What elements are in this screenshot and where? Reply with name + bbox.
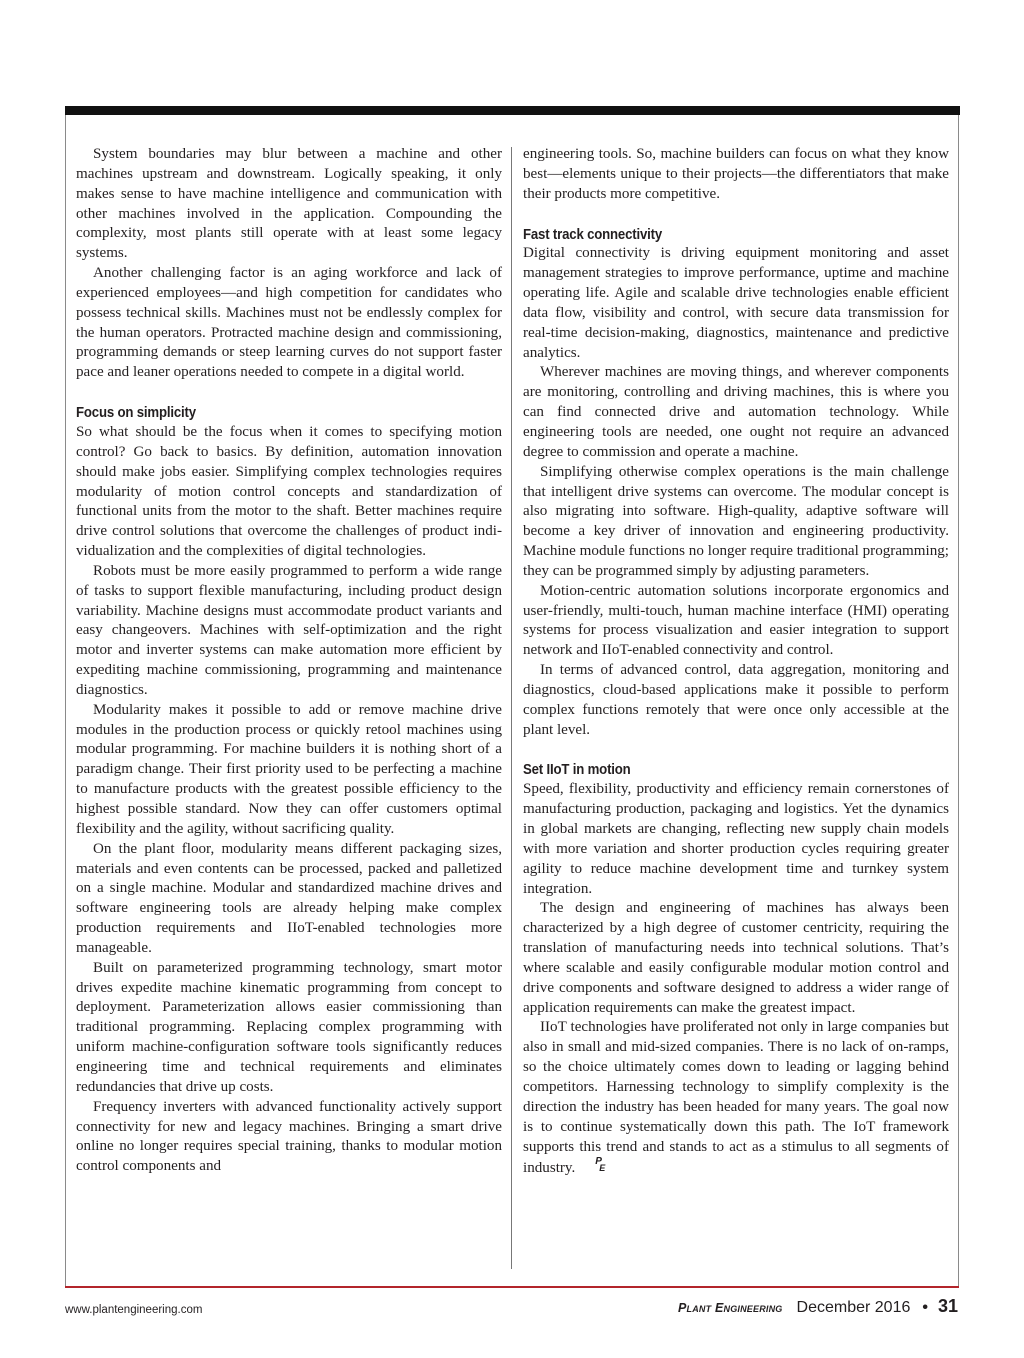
footer-separator: • (922, 1299, 928, 1316)
magazine-title: Plant Engineering (677, 1301, 783, 1315)
top-rule (65, 106, 960, 115)
body-paragraph: Robots must be more easily programmed to perform a wide range of tasks to support flexible manufacturing, including product design variability. Machine designs must accommodate product variants and easy changeovers. Machines with self-optimization and the right motor and inverter systems can make automation more efficient by expediting machine commissioning, programming and maintenance diagnostics. (76, 562, 502, 698)
body-paragraph: System boundaries may blur between a machine and other machines upstream and downstream. Logically speaking, it only makes sense to have machine intelligence and communication with other machines involved in the application. Compounding the complexity, most plants still operate with at least some legacy systems. (76, 146, 502, 262)
body-paragraph: Wherever machines are moving things, and wherever components are monitoring, controlling and driving machines, this is where you can find connected drive and automation technology. While engineering tools are needed, one ought not require an advanced degree to commission and operate a machine. (523, 364, 949, 460)
footer-folio (678, 1296, 958, 1317)
body-paragraph: Built on parameterized programming technology, smart motor drives expedite machine kinematic programming from concept to deployment. Parameterization allows easier commissioning than traditional programming. Replacing complex programming with uniform machine-configuration software tools significantly reduces engineering time and technical requirements and eliminates redundancies that drive up costs. (76, 959, 502, 1095)
final-paragraph-text: IIoT technologies have proliferated not only in large companies but also in small and mid-sized companies. There is no lack of on-ramps, so the choice ultimately comes down to leading or lagging behind competitors. Harnessing technology to simplify complexity is the direction the industry has been headed for many years. The goal now is to continue systematically down this path. The IoT framework supports this trend and stands to act as a stimulus to all segments of industry. (523, 1019, 949, 1177)
body-paragraph: Motion-centric automation solutions incorporate ergonomics and user-friendly, multi-touch, human machine interface (HMI) operating systems for process visualization and easier integration to support network and IIoT-enabled connectivity and control. (523, 582, 949, 659)
end-mark-p: P (595, 1156, 602, 1168)
body-paragraph: engineering tools. So, machine builders can focus on what they know best—elements unique to their projects—the differentiators that make their products more competitive. (523, 146, 949, 202)
section-heading-iiot: Set IIoT in motion (523, 761, 631, 779)
column-divider (511, 147, 512, 1269)
section-heading-fast-track: Fast track connectivity (523, 225, 663, 243)
bottom-rule (65, 1286, 959, 1288)
body-paragraph: Speed, flexibility, productivity and efficiency remain cornerstones of manufacturing production, packaging and logistics. Yet the dynamics in global markets are changing, reflecting new supply chain models with more variation and shorter production cycles requiring greater agility to reduce machine development time and turnkey system integration. (523, 781, 949, 897)
body-paragraph: The design and engineering of machines has always been characterized by a high degree of customer centricity, requiring the translation of manufacturing needs into technical solutions. That’s where scalable and easily configurable modular motion control and drive components and software designed to address a wider range of application requirements can make the greatest impact. (523, 900, 949, 1016)
article-left-column (76, 145, 502, 1177)
body-paragraph-final (523, 1018, 949, 1179)
frame-right-border (958, 115, 959, 1286)
section-heading-focus: Focus on simplicity (76, 404, 196, 422)
end-of-article-mark (578, 1156, 606, 1174)
body-paragraph: On the plant floor, modularity means different packaging sizes, materials and even contents can be processed, packed and palletized on a single machine. Modular and standardized machine drives and software engineering tools are already helping make complex production requirements and IIoT-enabled technologies more manageable. (76, 840, 502, 956)
body-paragraph: Simplifying otherwise complex operations is the main challenge that intelligent drive systems can overcome. The modular concept is also migrating into software. High-quality, adaptive software will become a key driver of innovation and engineering productivity. Machine module functions no longer require traditional programming; they can be programmed simply by adjusting parameters. (523, 463, 949, 579)
body-paragraph: Another challenging factor is an aging workforce and lack of experienced employees—and high competition for candidates who possess technical skills. Machines must not be endlessly complex for the human operators. Protracted machine design and commissioning, programming demands or steep learning curves do not support faster pace and leaner operations needed to compete in a digital world. (76, 265, 502, 381)
article-right-column (523, 145, 949, 1179)
end-mark-e: E (599, 1163, 606, 1174)
body-paragraph: So what should be the focus when it comes to specifying motion control? Go back to basics. By definition, automation innovation should make jobs easier. Simplifying complex technologies requires modularity of motion control concepts and standardization of functional units from the motor to the shaft. Better machines require drive control solutions that overcome the challenges of product individualization and the complexities of digital technologies. (76, 423, 502, 560)
body-paragraph: Digital connectivity is driving equipment monitoring and asset management strategies to improve performance, uptime and machine operating life. Agile and scalable drive technologies enable efficient data flow, visibility and control, with secure data transmission for real-time decision-making, diagnostics, maintenance and predictive analytics. (523, 245, 949, 361)
body-paragraph: In terms of advanced control, data aggregation, monitoring and diagnostics, cloud-based applications make it possible to perform complex functions remotely that were once only accessible at the plant level. (523, 662, 949, 738)
frame-left-border (65, 115, 66, 1286)
issue-date: December 2016 (796, 1299, 911, 1316)
body-paragraph: Frequency inverters with advanced functionality actively support connectivity for new and legacy machines. Bringing a smart drive online no longer requires special training, thanks to modular motion control components and (76, 1098, 502, 1175)
footer-url[interactable]: www.plantengineering.com (65, 1304, 203, 1316)
body-paragraph: Modularity makes it possible to add or remove machine drive modules in the production process or quickly retool machines using modular programming. For machine builders it is nothing short of a paradigm change. Their first priority used to be perfecting a machine to manufacture products with the greatest possible efficiency to the highest possible standard. Now they can offer customers optimal flexibility and the agility, without sacrificing quality. (76, 701, 502, 837)
page-number: 31 (937, 1296, 958, 1316)
